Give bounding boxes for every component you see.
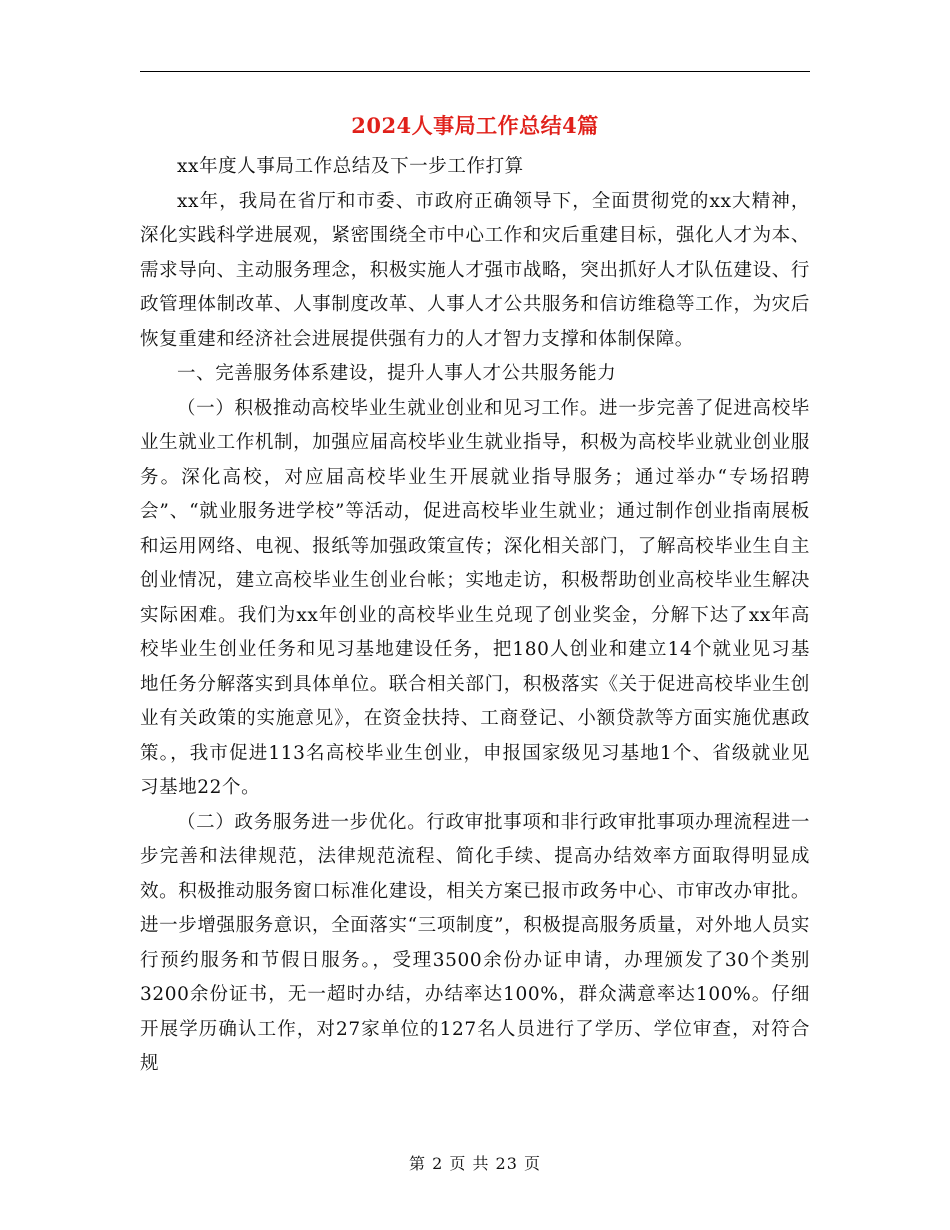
paragraph-section-heading: 一、完善服务体系建设，提升人事人才公共服务能力 <box>177 363 617 384</box>
header-rule <box>140 71 810 72</box>
paragraph-government-services: （二）政务服务进一步优化。行政审批事项和非行政审批事项办理流程进一步完善和法律规范，法律规范流程、简化手续、提高办结效率方面取得明显成效。积极推动服务窗口标准化建设，相关方案已报市政务中心、市审改办审批。进一步增强服务意识，全面落实“三项制度”，积极提高服务质量，对外地人员实行预约服务和节假日服务。，受理3500余份办证申请，办理颁发了30个类别3200余份证书，无一超时办结，办结率达100%，群众满意率达100%。仔细开展学历确认工作，对27家单位的127名人员进行了学历、学位审查，对符合规 <box>140 811 810 1074</box>
paragraph-intro: xx年，我局在省厅和市委、市政府正确领导下，全面贯彻党的xx大精神，深化实践科学进展观，紧密围绕全市中心工作和灾后重建目标，强化人才为本、需求导向、主动服务理念，积极实施人才强市战略，突出抓好人才队伍建设、行政管理体制改革、人事制度改革、人事人才公共服务和信访维稳等工作，为灾后恢复重建和经济社会进展提供强有力的人才智力支撑和体制保障。 <box>140 190 810 350</box>
paragraph-subtitle: xx年度人事局工作总结及下一步工作打算 <box>177 156 524 177</box>
paragraph-graduate-employment: （一）积极推动高校毕业生就业创业和见习工作。进一步完善了促进高校毕业生就业工作机制，加强应届高校毕业生就业指导，积极为高校毕业就业创业服务。深化高校，对应届高校毕业生开展就业指导服务；通过举办“专场招聘会”、“就业服务进学校”等活动，促进高校毕业生就业；通过制作创业指南展板和运用网络、电视、报纸等加强政策宣传；深化相关部门，了解高校毕业生自主创业情况，建立高校毕业生创业台帐；实地走访，积极帮助创业高校毕业生解决实际困难。我们为xx年创业的高校毕业生兑现了创业奖金，分解下达了xx年高校毕业生创业任务和见习基地建设任务，把180人创业和建立14个就业见习基地任务分解落实到具体单位。联合相关部门，积极落实《关于促进高校毕业生创业有关政策的实施意见》，在资金扶持、工商登记、小额贷款等方面实施优惠政策。，我市促进113名高校毕业生创业，申报国家级见习基地1个、省级就业见习基地22个。 <box>140 397 810 798</box>
page-footer: 第 2 页 共 23 页 <box>409 1154 541 1173</box>
document-body <box>140 150 810 1082</box>
document-title: 2024人事局工作总结4篇 <box>351 113 599 138</box>
